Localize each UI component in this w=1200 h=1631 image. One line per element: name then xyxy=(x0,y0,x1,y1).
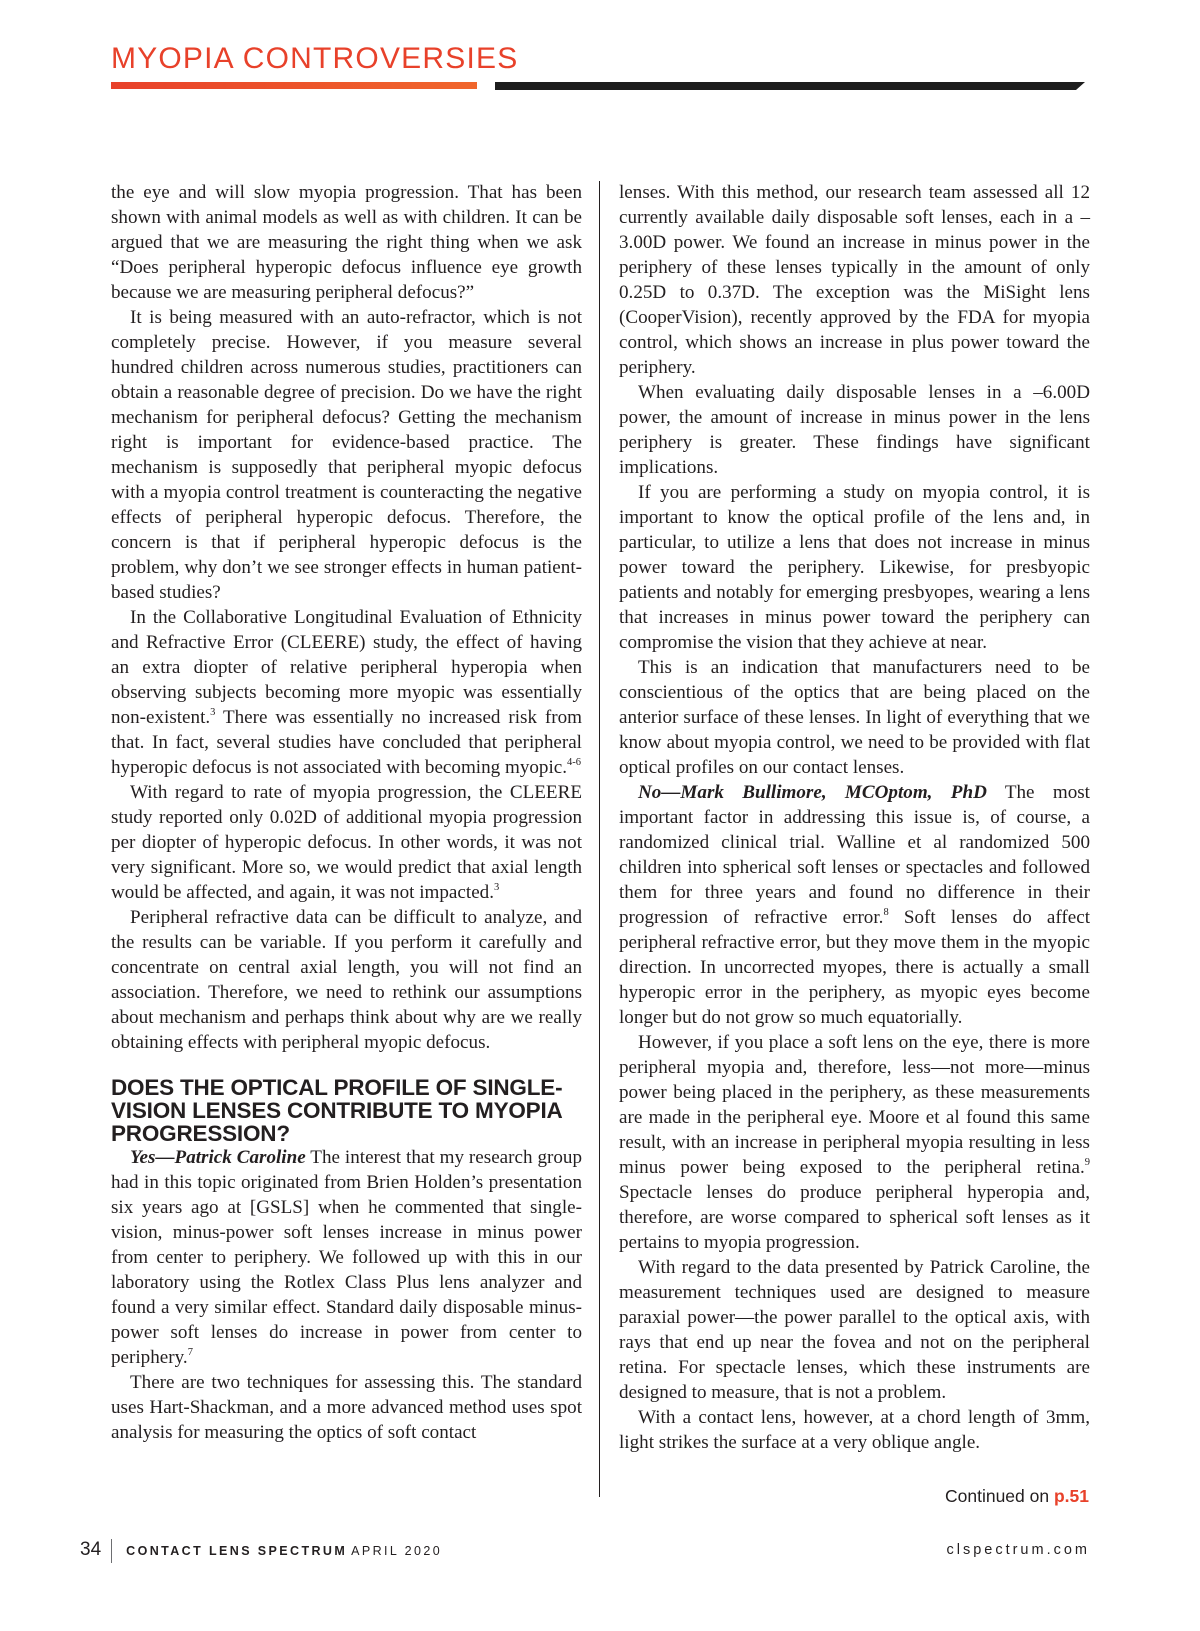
section-title-underline xyxy=(111,82,477,89)
footer-left xyxy=(80,1538,442,1562)
reference-marker: 9 xyxy=(1084,1157,1090,1169)
right-column xyxy=(619,180,1090,1455)
footer-divider xyxy=(111,1539,112,1563)
reference-marker: 4-6 xyxy=(567,757,582,769)
reference-marker: 8 xyxy=(883,907,889,919)
website-url[interactable]: clspectrum.com xyxy=(946,1542,1090,1558)
paragraph: the eye and will slow myopia progression. That has been shown with animal models as well as with children. It can be argued that we are measuring the right thing when we ask “Does peripheral hyperopic defocus influence eye growth because we are measuring peripheral defocus?” xyxy=(111,182,582,303)
paragraph-text: The interest that my research group had in this topic originated from Brien Holden’s presentation six years ago at [GSLS] when he commented that single-vision, minus-power soft lenses increase in minus power from center to periphery. We followed up with this in our laboratory using the Rotlex Class Plus lens analyzer and found a very similar effect. Standard daily disposable minus-power soft lenses do increase in power from center to periphery. xyxy=(111,1147,582,1368)
publication-name: CONTACT LENS SPECTRUM xyxy=(126,1543,348,1558)
continued-page-link[interactable]: p.51 xyxy=(1053,1486,1089,1506)
column-divider xyxy=(599,181,600,1497)
paragraph: If you are performing a study on myopia control, it is important to know the optical profile of the lens and, in particular, to utilize a lens that does not increase in minus power toward the periphery. Likewise, for presbyopic patients and notably for emerging presbyopes, wearing a lens that increases in minus power toward the periphery can compromise the vision that they achieve at near. xyxy=(619,482,1090,653)
paragraph: Peripheral refractive data can be difficult to analyze, and the results can be variable. If you perform it carefully and concentrate on central axial length, you will not find an association. Therefore, we need to rethink our assumptions about mechanism and perhaps think about why are we really obtaining effects with peripheral myopic defocus. xyxy=(111,907,582,1053)
byline: Yes—Patrick Caroline xyxy=(130,1147,306,1168)
paragraph-text: Spectacle lenses do produce peripheral hyperopia and, therefore, are worse compared to spherical soft lenses as it pertains to myopia progression. xyxy=(619,1182,1090,1253)
paragraph-text: Soft lenses do affect peripheral refractive error, but they move them in the myopic direction. In uncorrected myopes, there is actually a small hyperopic error in the periphery, as myopic eyes become longer but do not grow so much equatorially. xyxy=(619,907,1091,1028)
paragraph xyxy=(111,780,582,905)
paragraph xyxy=(619,780,1090,1030)
paragraph: It is being measured with an auto-refractor, which is not completely precise. However, if you measure several hundred children across numerous studies, practitioners can obtain a reasonable degree of precision. Do we have the right mechanism for peripheral defocus? Getting the mechanism right is important for evidence-based practice. The mechanism is supposedly that peripheral myopic defocus with a myopia control treatment is counteracting the negative effects of peripheral hyperopic defocus. Therefore, the concern is that if peripheral hyperopic defocus is the problem, why don’t we see stronger effects in human patient-based studies? xyxy=(111,307,582,603)
paragraph: This is an indication that manufacturers need to be conscientious of the optics that are being placed on the anterior surface of these lenses. In light of everything that we know about myopia control, we need to be provided with flat optical profiles on our contact lenses. xyxy=(619,657,1090,778)
reference-marker: 7 xyxy=(187,1347,193,1359)
byline: No—Mark Bullimore, MCOptom, PhD xyxy=(638,782,987,803)
reference-marker: 3 xyxy=(493,882,500,894)
paragraph-text: The most important factor in addressing this issue is, of course, a randomized clinical trial. Walline et al randomized 500 children into spherical soft lenses or spectacles and followed them for three years and found no difference in their progression of refractive error. xyxy=(619,782,1090,928)
paragraph-text: In the Collaborative Longitudinal Evaluation of Ethnicity and Refractive Error (CLEERE) study, the effect of having an extra diopter of relative peripheral hyperopia when observing subjects becoming more myopic was essentially non-existent. xyxy=(111,607,582,728)
paragraph: With a contact lens, however, at a chord length of 3mm, light strikes the surface at a very oblique angle. xyxy=(619,1407,1090,1453)
paragraph: There are two techniques for assessing this. The standard uses Hart-Shackman, and a more advanced method uses spot analysis for measuring the optics of soft contact xyxy=(111,1372,582,1443)
issue-date: APRIL 2020 xyxy=(351,1543,443,1558)
reference-marker: 3 xyxy=(210,707,216,719)
section-title: MYOPIA CONTROVERSIES xyxy=(111,42,519,75)
page-number: 34 xyxy=(80,1539,102,1560)
continued-notice xyxy=(919,1486,1089,1507)
continued-label: Continued on xyxy=(944,1486,1054,1506)
paragraph xyxy=(619,1030,1090,1255)
paragraph xyxy=(111,1145,582,1370)
paragraph: When evaluating daily disposable lenses in a –6.00D power, the amount of increase in minus power in the lens periphery is greater. These findings have significant implications. xyxy=(619,382,1090,478)
section-heading: DOES THE OPTICAL PROFILE OF SINGLE-VISION LENSES CONTRIBUTE TO MYOPIA PROGRESSION? xyxy=(111,1075,563,1146)
paragraph xyxy=(111,605,582,780)
left-column xyxy=(111,180,582,1445)
paragraph-text: With regard to rate of myopia progression, the CLEERE study reported only 0.02D of additional myopia progression per diopter of hyperopic defocus. In other words, it was not very significant. More so, we would predict that axial length would be affected, and again, it was not impacted. xyxy=(111,782,582,903)
paragraph-text: However, if you place a soft lens on the eye, there is more peripheral myopia and, therefore, less—not more—minus power being placed in the periphery, as these measurements are made in the peripheral eye. Moore et al found this same result, with an increase in peripheral myopia resulting in less minus power being exposed to the peripheral retina. xyxy=(619,1032,1090,1178)
header-rule xyxy=(495,82,1085,90)
paragraph: lenses. With this method, our research team assessed all 12 currently available daily disposable soft lenses, each in a –3.00D power. We found an increase in minus power in the periphery of these lenses typically in the amount of only 0.25D to 0.37D. The exception was the MiSight lens (CooperVision), recently approved by the FDA for myopia control, which shows an increase in plus power toward the periphery. xyxy=(619,182,1090,378)
paragraph-text: There was essentially no increased risk from that. In fact, several studies have concluded that peripheral hyperopic defocus is not associated with becoming myopic. xyxy=(111,707,582,778)
paragraph: With regard to the data presented by Patrick Caroline, the measurement techniques used are designed to measure paraxial power—the power parallel to the optical axis, with rays that end up near the fovea and not on the peripheral retina. For spectacle lenses, which these instruments are designed to measure, that is not a problem. xyxy=(619,1257,1090,1403)
